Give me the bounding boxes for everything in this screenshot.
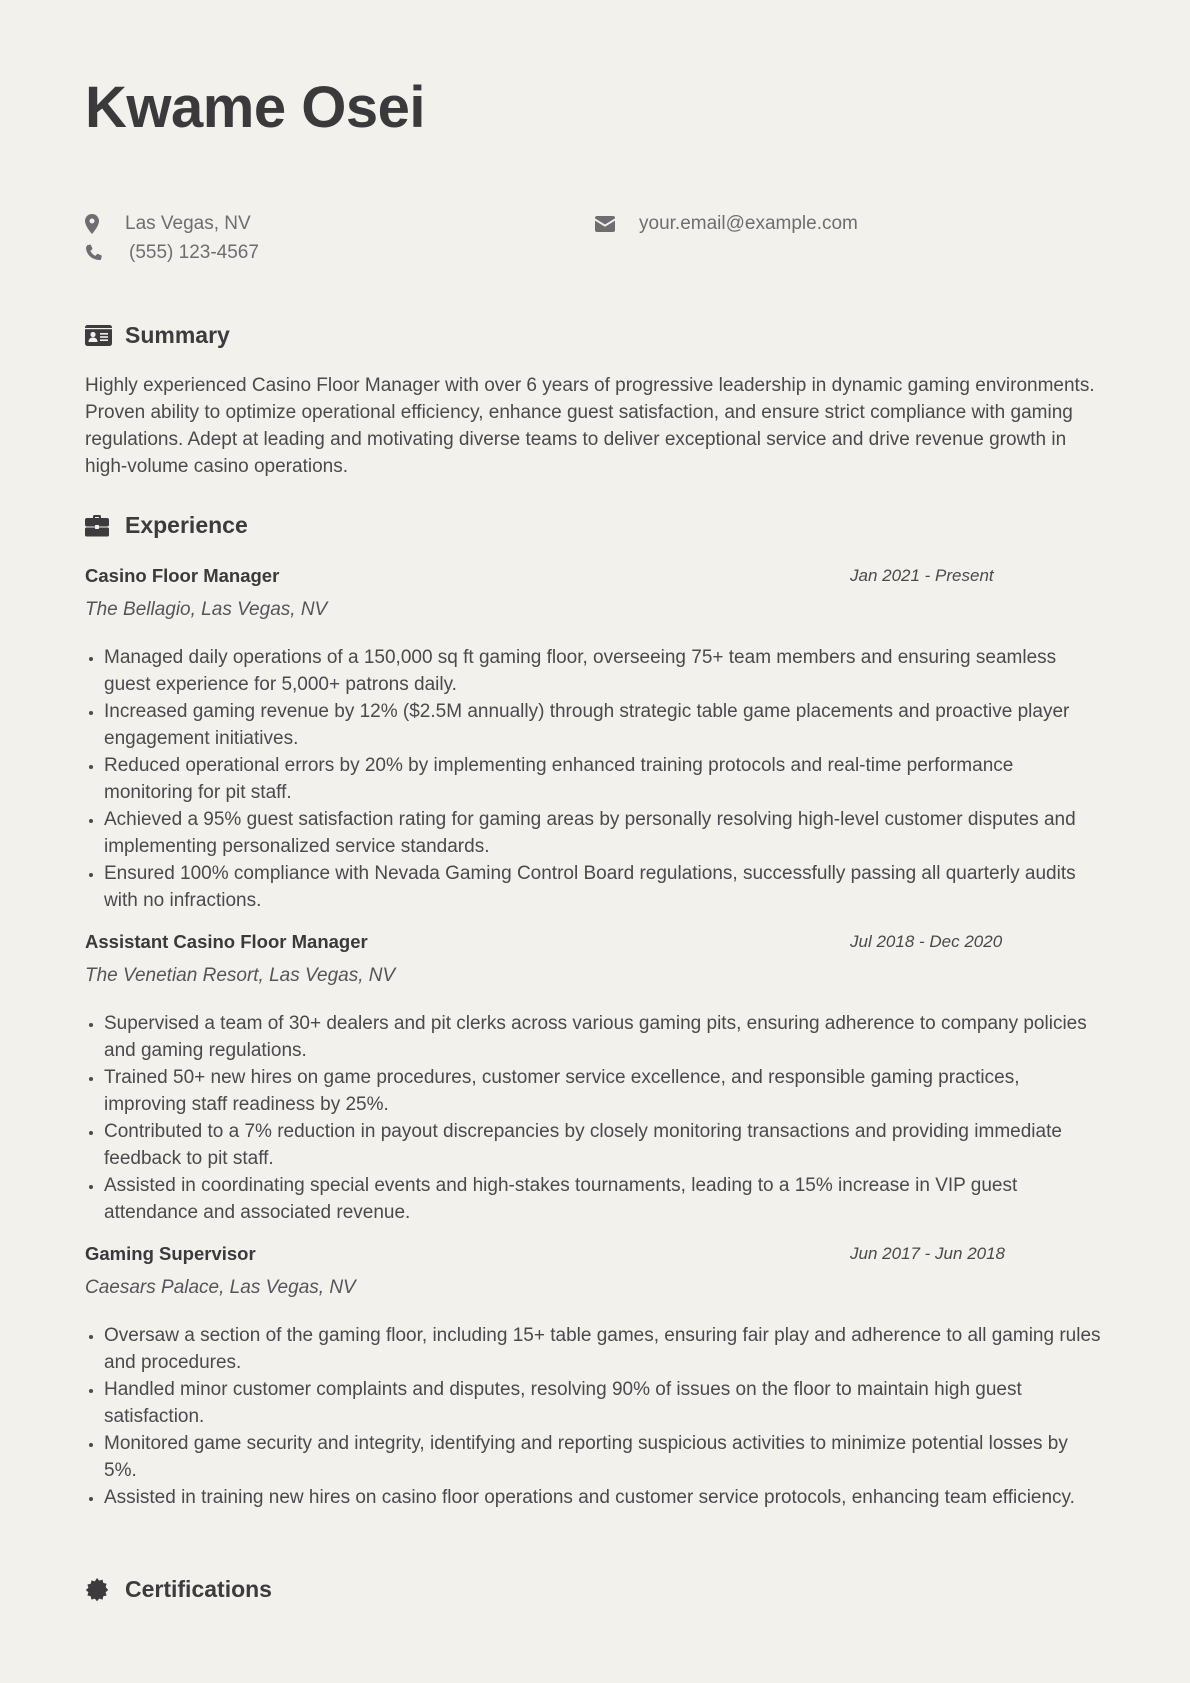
job-bullet: Assisted in training new hires on casino floor operations and customer service protocols, enhancing team efficiency. [85, 1484, 1105, 1511]
job-bullet: Reduced operational errors by 20% by implementing enhanced training protocols and real-time performance monitoring for pit staff. [85, 752, 1105, 806]
job-title: Gaming Supervisor [85, 1243, 256, 1264]
job-company: The Venetian Resort, Las Vegas, NV [85, 965, 396, 986]
job-dates: Jul 2018 - Dec 2020 [850, 932, 1003, 951]
summary-heading [85, 322, 230, 349]
certifications-heading-label: Certifications [125, 1576, 272, 1602]
briefcase-icon [85, 514, 113, 538]
phone-icon [85, 243, 105, 263]
job-bullet: Managed daily operations of a 150,000 sq ft gaming floor, overseeing 75+ team members and ensuring seamless guest experience for 5,000+ patrons daily. [85, 644, 1105, 698]
phone-text: (555) 123-4567 [129, 242, 259, 263]
job-bullets [85, 1322, 1105, 1511]
job-bullet: Trained 50+ new hires on game procedures, customer service excellence, and responsible gaming practices, improving staff readiness by 25%. [85, 1064, 1105, 1118]
job-bullets [85, 644, 1105, 914]
job-bullet: Monitored game security and integrity, identifying and reporting suspicious activities to minimize potential losses by 5%. [85, 1430, 1105, 1484]
experience-heading-label: Experience [125, 512, 248, 538]
job-bullet: Increased gaming revenue by 12% ($2.5M annually) through strategic table game placements and proactive player engagement initiatives. [85, 698, 1105, 752]
summary-heading-label: Summary [125, 322, 230, 348]
summary-text: Highly experienced Casino Floor Manager with over 6 years of progressive leadership in dynamic gaming environments. Proven ability to optimize operational efficiency, enhance guest satisfaction, and ensure strict compliance with gaming regulations. Adept at leading and motivating diverse teams to deliver exceptional service and drive revenue growth in high-volume casino operations. [85, 375, 1095, 477]
envelope-icon [595, 214, 615, 234]
job-bullets [85, 1010, 1105, 1226]
job-title: Casino Floor Manager [85, 565, 280, 586]
job-dates: Jan 2021 - Present [850, 566, 994, 585]
job-bullet: Handled minor customer complaints and disputes, resolving 90% of issues on the floor to maintain high guest satisfaction. [85, 1376, 1105, 1430]
job-title: Assistant Casino Floor Manager [85, 931, 368, 952]
job-bullet: Contributed to a 7% reduction in payout discrepancies by closely monitoring transactions and providing immediate feedback to pit staff. [85, 1118, 1105, 1172]
job-bullet: Oversaw a section of the gaming floor, including 15+ table games, ensuring fair play and adherence to all gaming rules and procedures. [85, 1322, 1105, 1376]
id-card-icon [85, 324, 113, 348]
location-text: Las Vegas, NV [125, 213, 251, 234]
candidate-name: Kwame Osei [85, 75, 425, 140]
job-company: The Bellagio, Las Vegas, NV [85, 599, 328, 620]
experience-heading [85, 512, 248, 539]
job-company: Caesars Palace, Las Vegas, NV [85, 1277, 356, 1298]
job-bullet: Assisted in coordinating special events and high-stakes tournaments, leading to a 15% increase in VIP guest attendance and associated revenue. [85, 1172, 1105, 1226]
contact-location [85, 212, 251, 236]
contact-phone [85, 241, 259, 265]
contact-email [595, 212, 858, 236]
email-text[interactable]: your.email@example.com [639, 213, 858, 234]
map-marker-icon [85, 214, 105, 234]
job-bullet: Ensured 100% compliance with Nevada Gaming Control Board regulations, successfully passing all quarterly audits with no infractions. [85, 860, 1105, 914]
certificate-badge-icon [85, 1578, 113, 1602]
certifications-heading [85, 1576, 272, 1603]
job-bullet: Supervised a team of 30+ dealers and pit clerks across various gaming pits, ensuring adherence to company policies and gaming regulations. [85, 1010, 1105, 1064]
job-dates: Jun 2017 - Jun 2018 [850, 1244, 1006, 1263]
job-bullet: Achieved a 95% guest satisfaction rating for gaming areas by personally resolving high-level customer disputes and implementing personalized service standards. [85, 806, 1105, 860]
